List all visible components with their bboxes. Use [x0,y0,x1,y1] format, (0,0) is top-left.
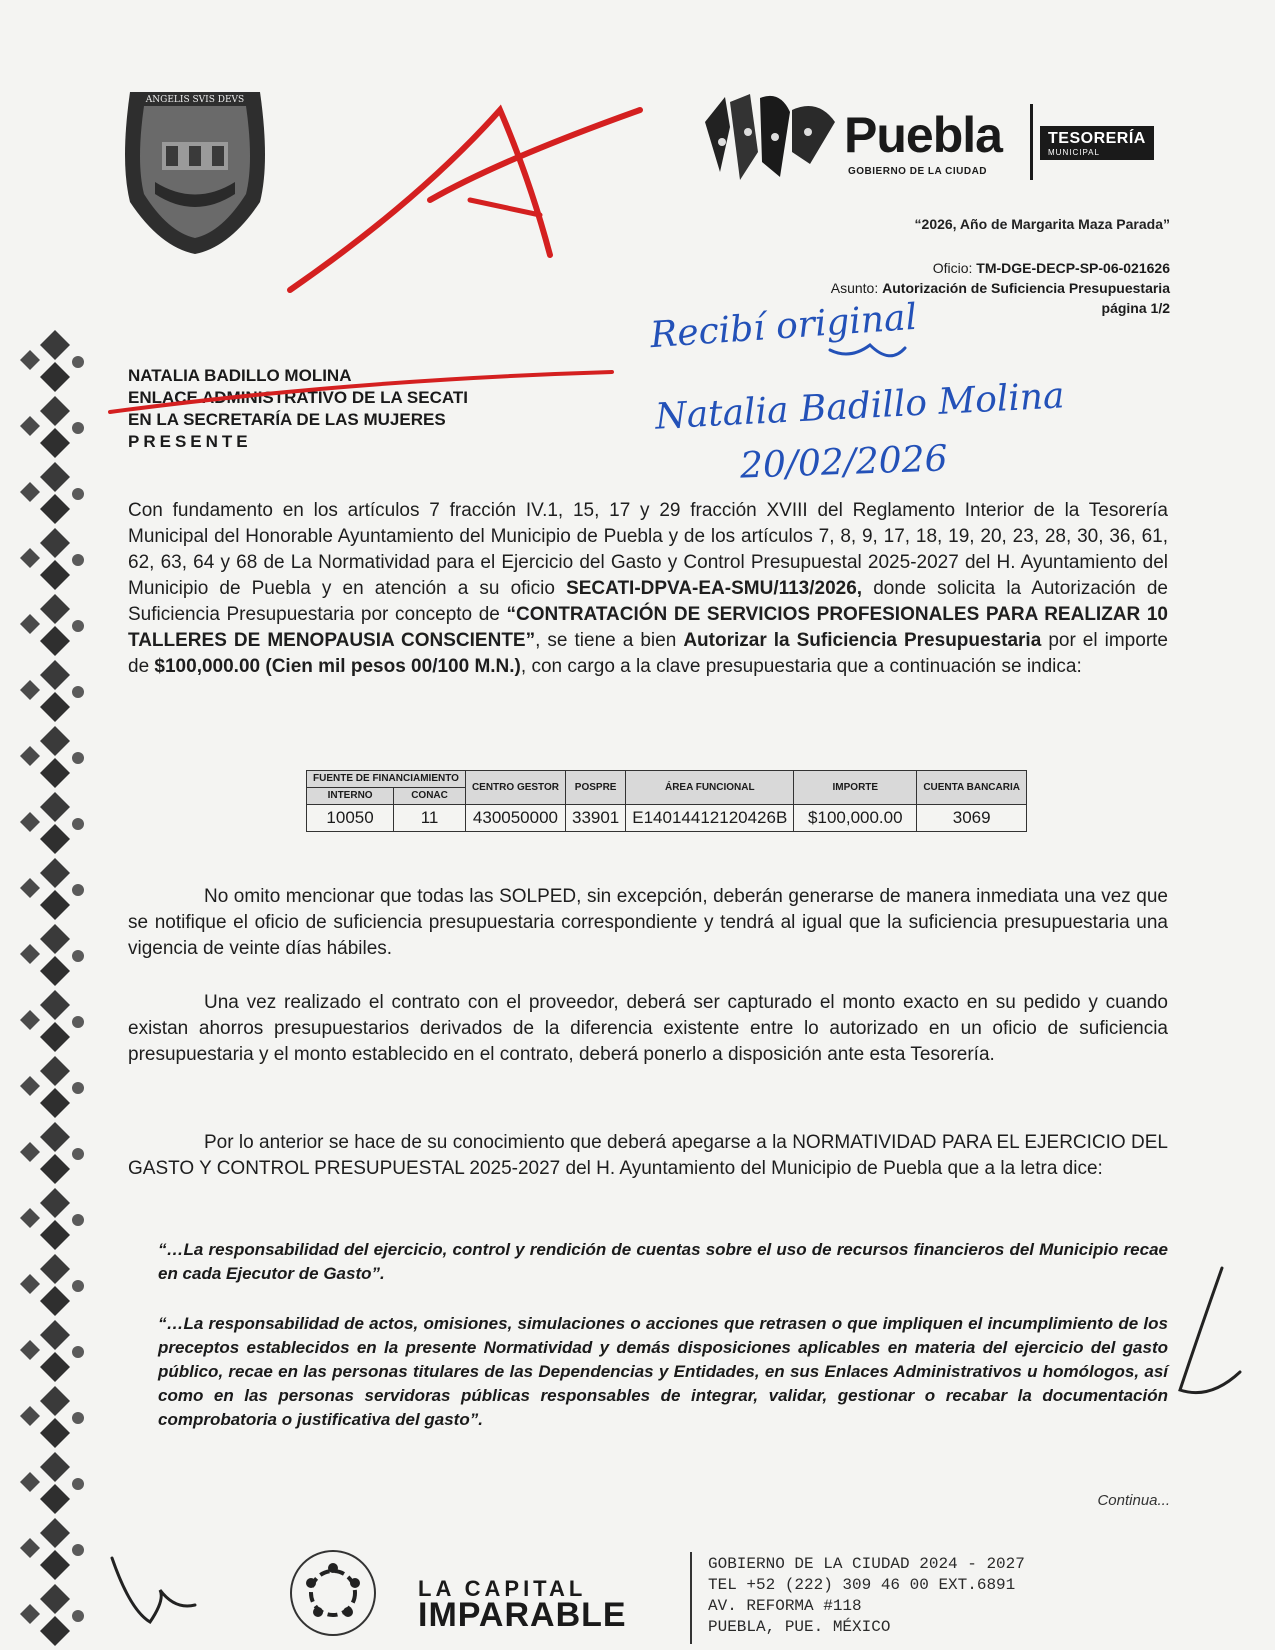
tesoreria-subtitle: MUNICIPAL [1048,148,1100,157]
footer-divider [690,1552,692,1644]
logo-subtitle: GOBIERNO DE LA CIUDAD [848,166,988,177]
budget-table [306,770,1027,832]
capital-slogan-top: LA CAPITAL [418,1576,587,1601]
svg-text:ANGELIS SVIS DEVS: ANGELIS SVIS DEVS [145,95,245,105]
year-motto: “2026, Año de Margarita Maza Parada” [914,216,1170,232]
recipient-presente: PRESENTE [128,432,252,451]
table-header-area-funcional: ÁREA FUNCIONAL [626,771,794,805]
puebla-logo [700,92,1170,192]
table-cell: E14014412120426B [626,805,794,832]
puebla-wordmark: Puebla [844,107,1002,163]
table-header-pospre: POSPRE [565,771,625,805]
table-cell: $100,000.00 [794,805,917,832]
signature-scribble-right [1180,1268,1240,1393]
quote-responsibility-1: “…La responsabilidad del ejercicio, control y rendición de cuentas sobre el uso de recursos financieros del Municipio recae en cada Ejecutor de Gasto”. [158,1240,1168,1283]
signature-scribble-footer [112,1558,195,1622]
table-row [307,805,1027,832]
paragraph-text: , con cargo a la clave presupuestaria que a continuación se indica: [520,656,1082,677]
decorative-border [20,330,90,1650]
city-seal-logo [110,82,280,257]
paragraph-contract: Una vez realizado el contrato con el proveedor, deberá ser capturado el monto exacto en su pedido y cuando existan ahorros presupuestarios derivados de la diferencia existente entre lo autorizado en un oficio de suficiencia presupuestaria y el monto establecido en el contrato, deberá ponerlo a disposición ante esta Tesorería. [128,992,1168,1065]
table-header-conac: CONAC [394,788,466,805]
paragraph-solped: No omito mencionar que todas las SOLPED, sin excepción, deberán generarse de manera inmediata una vez que se notifique el oficio de suficiencia presupuestaria correspondiente y tendrá al igual que la suficiencia presupuestaria una vigencia de veinte días hábiles. [128,886,1168,959]
table-cell: 33901 [565,805,625,832]
paragraph-text: donde solicita la Autorización de Suficiencia Presupuestaria por concepto de [128,578,1169,625]
request-reference: SECATI-DPVA-EA-SMU/113/2026, [566,578,863,599]
footer-address: GOBIERNO DE LA CIUDAD 2024 - 2027 TEL +52 (222) 309 46 00 EXT.6891 AV. REFORMA #118 PUEBLA, PUE. MÉXICO [708,1555,1025,1636]
handwritten-received-note: Recibí original [648,296,919,357]
capital-slogan-bottom: IMPARABLE [418,1596,627,1634]
paragraph-normativity: Por lo anterior se hace de su conocimiento que deberá apegarse a la NORMATIVIDAD PARA EL EJERCICIO DEL GASTO Y CONTROL PRESUPUESTAL 2025-2027 del H. Ayuntamiento del Municipio de Puebla que a la letra dice: [128,1132,1168,1179]
paragraph-text: por el importe de [128,630,1168,677]
concept-text: “CONTRATACIÓN DE SERVICIOS PROFESIONALES PARA REALIZAR 10 TALLERES DE MENOPAUSIA CONSCIENTE” [128,604,1169,651]
table-cell: 11 [394,805,466,832]
continues-note: Continua... [1097,1492,1170,1509]
handwritten-name: Natalia Badillo Molina [654,375,1066,438]
oficio-number: TM-DGE-DECP-SP-06-021626 [976,260,1170,276]
asunto-text: Autorización de Suficiencia Presupuestaria [882,280,1170,296]
recipient-block [128,365,468,453]
table-cell: 3069 [917,805,1027,832]
asunto-label: Asunto: [830,280,879,296]
paragraph-text: Con fundamento en los artículos 7 fracción IV.1, 15, 17 y 29 fracción XVIII del Reglamento Interior de la Tesorería Municipal del Honorable Ayuntamiento del Municipio de Puebla y de los artículos 7, 8, 9, 17, 18, 19, 20, 23, 28, 30, 36, 61, 62, 63, 64 y 68 de La Normatividad para el Ejercicio del Gasto y Control Presupuestal 2025-2027 del H. Ayuntamiento del Municipio de Puebla y en atención a su oficio [128,500,1168,599]
red-letter-a-crossbar [470,200,540,215]
red-letter-a-mark [290,110,640,290]
table-cell: 10050 [307,805,394,832]
recipient-office: EN LA SECRETARÍA DE LAS MUJERES [128,410,446,429]
table-header-importe: IMPORTE [794,771,917,805]
page-number: página 1/2 [1101,300,1170,316]
oficio-label: Oficio: [932,260,973,276]
table-header-centro-gestor: CENTRO GESTOR [465,771,565,805]
tesoreria-title: TESORERÍA [1048,130,1146,147]
table-cell: 430050000 [465,805,565,832]
handwritten-date: 20/02/2026 [739,438,949,487]
table-header-cuenta-bancaria: CUENTA BANCARIA [917,771,1027,805]
amount-text: $100,000.00 (Cien mil pesos 00/100 M.N.) [154,656,521,677]
tesoreria-badge [1040,126,1154,160]
equality-seal-icon [288,1548,378,1638]
paragraph-legal-basis [128,498,1168,680]
table-header-interno: INTERNO [307,788,394,805]
paragraph-text: , se tiene a bien [535,630,684,651]
recipient-position: ENLACE ADMINISTRATIVO DE LA SECATI [128,388,468,407]
quote-responsibility-2: “…La responsabilidad de actos, omisiones, simulaciones o acciones que retrasen o que impliquen el incumplimiento de los preceptos establecidos en la presente Normatividad y demás disposiciones aplicables en materia del ejercicio del gasto público, recae en las personas titulares de las Dependencias y Entidades, en sus Enlaces Administrativos u homólogos, así como en las personas servidoras públicas responsables de integrar, validar, gestionar o recabar la documentación comprobatoria o justificativa del gasto”. [158,1314,1168,1429]
recipient-name: NATALIA BADILLO MOLINA [128,366,352,385]
puebla-emblem-icon [700,92,840,184]
table-header-fuente: FUENTE DE FINANCIAMIENTO [307,771,466,788]
authorization-text: Autorizar la Suficiencia Presupuestaria [683,630,1042,651]
handwritten-scribble [830,345,905,356]
logo-divider [1030,104,1033,180]
